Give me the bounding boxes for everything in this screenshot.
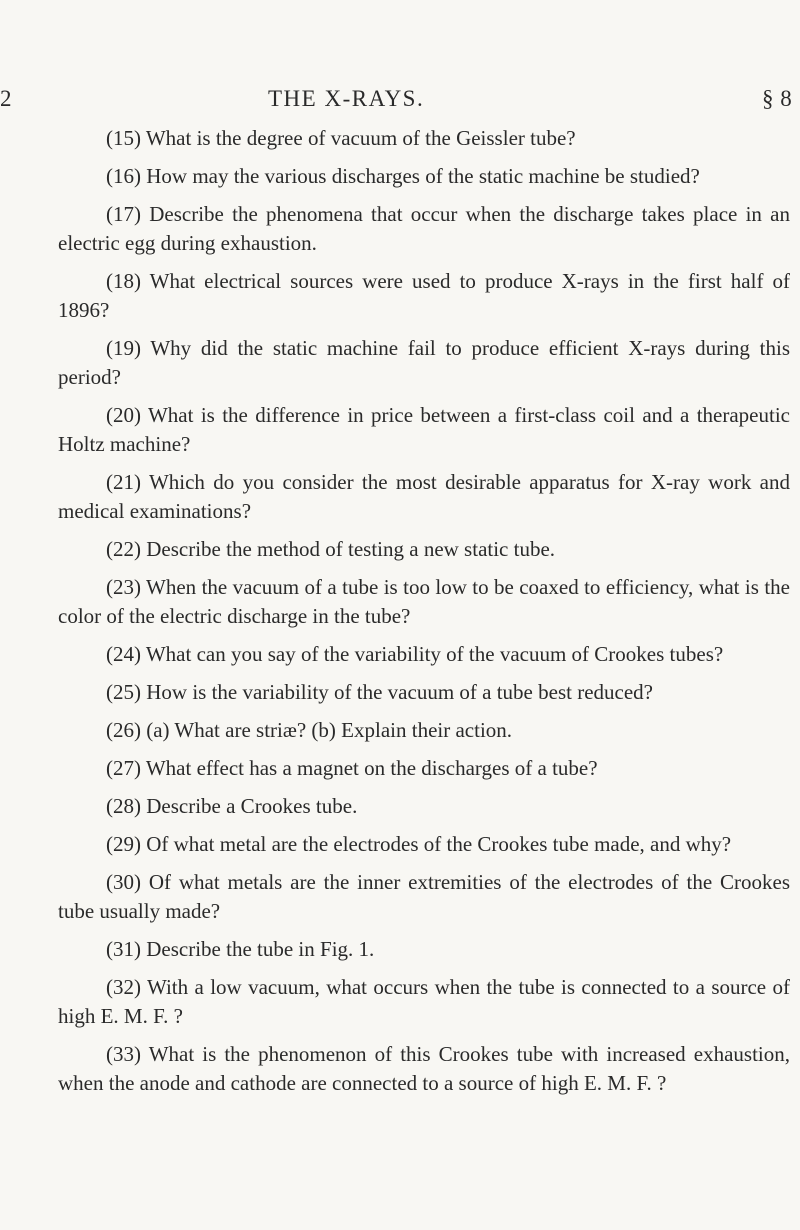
page-number: 2	[0, 86, 12, 111]
question-20: (20) What is the difference in price between a first-class coil and a therapeutic Holtz machine?	[58, 403, 790, 456]
question-21: (21) Which do you consider the most desirable apparatus for X-ray work and medical examinations?	[58, 470, 790, 523]
question-25: (25) How is the variability of the vacuum of a tube best reduced?	[106, 680, 653, 704]
question-22: (22) Describe the method of testing a new static tube.	[106, 537, 556, 561]
question-15: (15) What is the degree of vacuum of the Geissler tube?	[106, 126, 576, 150]
question-list	[58, 124, 790, 1107]
page-header	[0, 86, 800, 126]
question-23: (23) When the vacuum of a tube is too low to be coaxed to efficiency, what is the color of the electric discharge in the tube?	[58, 575, 790, 628]
question-26: (26) (a) What are striæ? (b) Explain their action.	[106, 718, 513, 742]
question-19: (19) Why did the static machine fail to produce efficient X-rays during this period?	[58, 336, 790, 389]
question-16: (16) How may the various discharges of the static machine be studied?	[106, 164, 700, 188]
question-24: (24) What can you say of the variability of the vacuum of Crookes tubes?	[106, 642, 724, 666]
question-28: (28) Describe a Crookes tube.	[106, 794, 358, 818]
question-29: (29) Of what metal are the electrodes of the Crookes tube made, and why?	[106, 832, 732, 856]
question-27: (27) What effect has a magnet on the discharges of a tube?	[106, 756, 598, 780]
question-33: (33) What is the phenomenon of this Crookes tube with increased exhaustion, when the anode and cathode are connected to a source of high E. M. F. ?	[58, 1042, 790, 1095]
question-30: (30) Of what metals are the inner extremities of the electrodes of the Crookes tube usually made?	[58, 870, 790, 923]
question-31: (31) Describe the tube in Fig. 1.	[106, 937, 375, 961]
question-32: (32) With a low vacuum, what occurs when the tube is connected to a source of high E. M. F. ?	[58, 975, 790, 1028]
question-18: (18) What electrical sources were used to produce X-rays in the first half of 1896?	[58, 269, 790, 322]
question-17: (17) Describe the phenomena that occur when the discharge takes place in an electric egg during exhaustion.	[58, 202, 790, 255]
section-mark: § 8	[762, 86, 793, 111]
running-head: THE X-RAYS.	[268, 86, 425, 111]
